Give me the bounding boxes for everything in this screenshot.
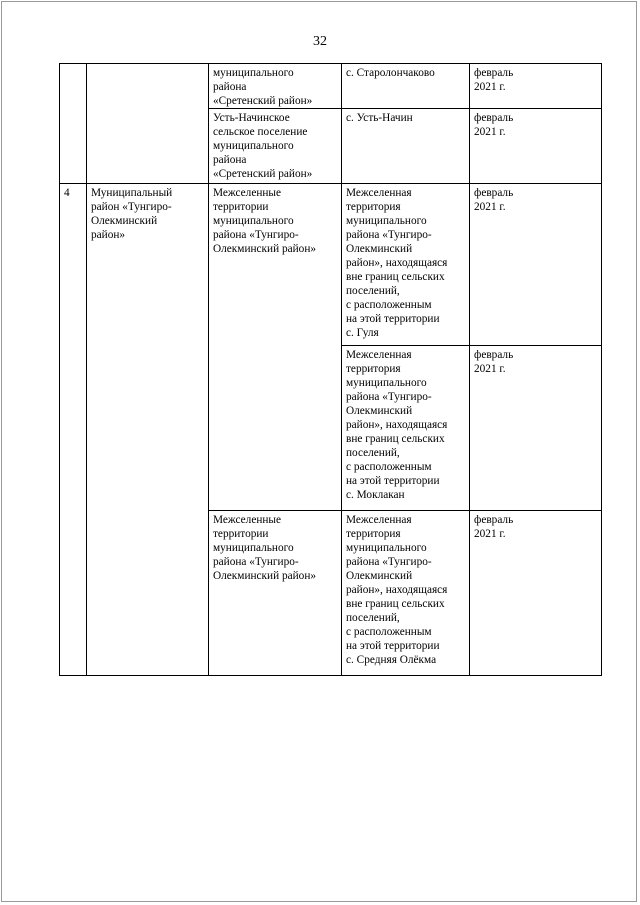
- row-number-text: 4: [64, 187, 70, 199]
- district-cell: [87, 64, 209, 184]
- settlement-cell: [209, 64, 342, 109]
- row-number-cell: [60, 64, 87, 184]
- locality-cell: [342, 346, 470, 511]
- district-text: Муниципальный район «Тунгиро- Олекминский район»: [91, 187, 173, 241]
- date-text: февраль 2021 г.: [474, 67, 514, 93]
- settlement-cell: [209, 109, 342, 184]
- settlement-text: Межселенные территории муниципального района «Тунгиро- Олекминский район»: [213, 187, 317, 255]
- table-row: [60, 64, 602, 109]
- date-cell: [470, 511, 602, 676]
- date-text: февраль 2021 г.: [474, 514, 514, 540]
- locality-cell: [342, 511, 470, 676]
- date-text: февраль 2021 г.: [474, 187, 514, 213]
- date-text: февраль 2021 г.: [474, 349, 514, 375]
- locality-text: Межселенная территория муниципального района «Тунгиро- Олекминский район», находящаяся вне границ сельских поселений, с расположенным на этой территории с. Гуля: [346, 187, 448, 339]
- settlement-text: Усть-Начинское сельское поселение муниципального района «Сретенский район»: [213, 112, 313, 180]
- row-number-cell: [60, 184, 87, 676]
- date-cell: [470, 346, 602, 511]
- locality-cell: [342, 109, 470, 184]
- locality-cell: [342, 184, 470, 346]
- locality-text: Межселенная территория муниципального района «Тунгиро- Олекминский район», находящаяся вне границ сельских поселений, с расположенным на этой территории с. Средняя Олёкма: [346, 514, 448, 666]
- date-text: февраль 2021 г.: [474, 112, 514, 138]
- settlement-cell: [209, 511, 342, 676]
- settlement-cell: [209, 184, 342, 511]
- locality-text: Межселенная территория муниципального района «Тунгиро- Олекминский район», находящаяся вне границ сельских поселений, с расположенным на этой территории с. Моклакан: [346, 349, 448, 501]
- locality-cell: [342, 64, 470, 109]
- settlement-text: муниципального района «Сретенский район»: [213, 67, 313, 107]
- date-cell: [470, 64, 602, 109]
- schedule-table: [59, 63, 602, 676]
- settlement-text: Межселенные территории муниципального района «Тунгиро- Олекминский район»: [213, 514, 317, 582]
- date-cell: [470, 184, 602, 346]
- locality-text: с. Старолончаково: [346, 67, 435, 79]
- locality-text: с. Усть-Начин: [346, 112, 413, 124]
- date-cell: [470, 109, 602, 184]
- district-cell: [87, 184, 209, 676]
- table-row: [60, 184, 602, 346]
- page-number: 32: [313, 34, 327, 49]
